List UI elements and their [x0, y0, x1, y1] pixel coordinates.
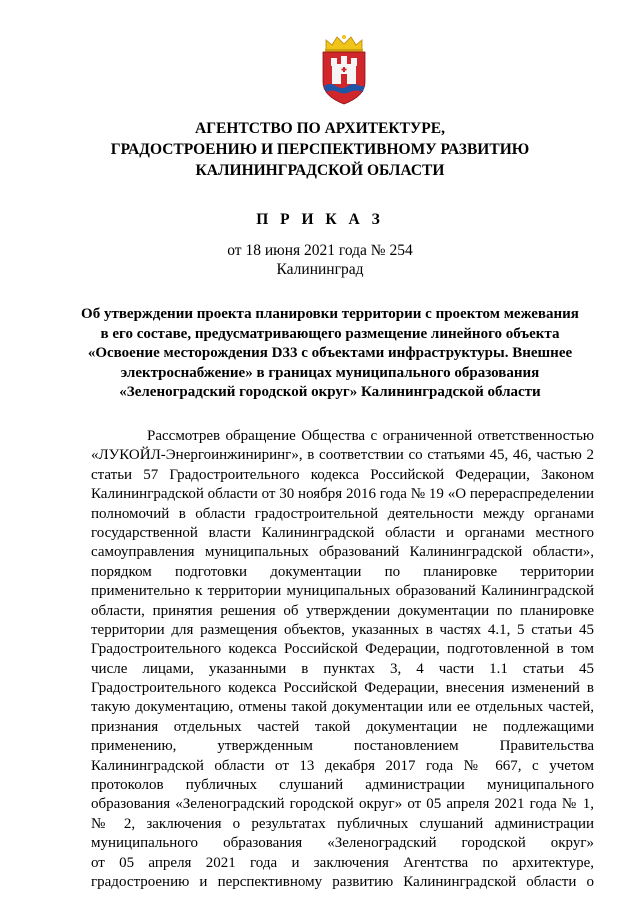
body-line: полномочий в области градостроительной деятельности между органами [91, 505, 594, 522]
body-line: такую документацию, отмены такой документации или ее отдельных частей, [91, 699, 594, 716]
body-line: Градостроительного кодекса Российской Федерации, подготовленной в том [91, 641, 594, 658]
body-line: государственной власти Калининградской области и органами местного [91, 524, 594, 541]
document-date: от 18 июня 2021 года № 254 [227, 242, 413, 259]
body-line: Калининградской области от 13 декабря 2017 года № 667, с учетом [91, 757, 594, 774]
subject-line: Об утверждении проекта планировки территории с проектом межевания [81, 306, 579, 322]
body-line: муниципального образования «Зеленоградский городской округ» [91, 835, 594, 852]
subject-line: электроснабжение» в границах муниципального образования [120, 364, 540, 381]
agency-line: КАЛИНИНГРАДСКОЙ ОБЛАСТИ [195, 162, 445, 179]
document-city: Калининград [276, 261, 364, 278]
coat-of-arms-icon [318, 34, 370, 106]
document-body [91, 427, 594, 892]
body-line: от 05 апреля 2021 года и заключения Агентства по архитектуре, [91, 854, 594, 871]
agency-name [60, 118, 580, 181]
body-line: применительно к территории муниципальных образований Калининградской [91, 583, 594, 600]
agency-line: АГЕНТСТВО ПО АРХИТЕКТУРЕ, [195, 120, 445, 137]
body-line: числе лицами, указанными в пунктах 3, 4 части 1.1 статьи 45 [91, 660, 594, 677]
body-line: «ЛУКОЙЛ-Энергоинжиниринг», в соответствии со статьями 45, 46, частью 2 [91, 447, 594, 464]
body-line: признания отдельных частей такой документации не подлежащими [91, 718, 594, 735]
body-line: территории для размещения объектов, указанных в частях 4.1, 5 статьи 45 [91, 621, 594, 638]
document-date-block [60, 241, 580, 279]
document-subject [70, 305, 590, 403]
subject-line: «Зеленоградский городской округ» Калининградской области [119, 384, 541, 400]
body-line: порядком подготовки документации по планировке территории [91, 563, 594, 580]
body-line: области, принятия решения об утверждении документации по планировке [91, 602, 594, 619]
body-line: применению, утвержденным постановлением Правительства [91, 738, 594, 755]
document-type: П Р И К А З [256, 211, 384, 228]
body-line: самоуправления муниципальных образований Калининградской области», [91, 544, 594, 561]
body-line: образования «Зеленоградский городской округ» от 05 апреля 2021 года № 1, [91, 796, 594, 813]
body-line: Градостроительного кодекса Российской Федерации, внесения изменений в [91, 680, 594, 697]
body-line: № 2, заключения о результатах публичных слушаний администрации [91, 815, 594, 832]
body-line: протоколов публичных слушаний администрации муниципального [91, 777, 594, 794]
subject-line: в его составе, предусматривающего размещение линейного объекта [100, 325, 560, 342]
body-line: статьи 57 Градостроительного кодекса Российской Федерации, Законом [91, 466, 594, 483]
agency-line: ГРАДОСТРОЕНИЮ И ПЕРСПЕКТИВНОМУ РАЗВИТИЮ [110, 141, 530, 158]
subject-line: «Освоение месторождения D33 с объектами инфраструктуры. Внешнее [87, 345, 573, 361]
body-line: градостроению и перспективному развитию Калининградской области о [91, 873, 594, 890]
body-line: Калининградской области от 30 ноября 2016 года № 19 «О перераспределении [91, 486, 594, 503]
body-line: Рассмотрев обращение Общества с ограниченной ответственностью [147, 428, 594, 444]
